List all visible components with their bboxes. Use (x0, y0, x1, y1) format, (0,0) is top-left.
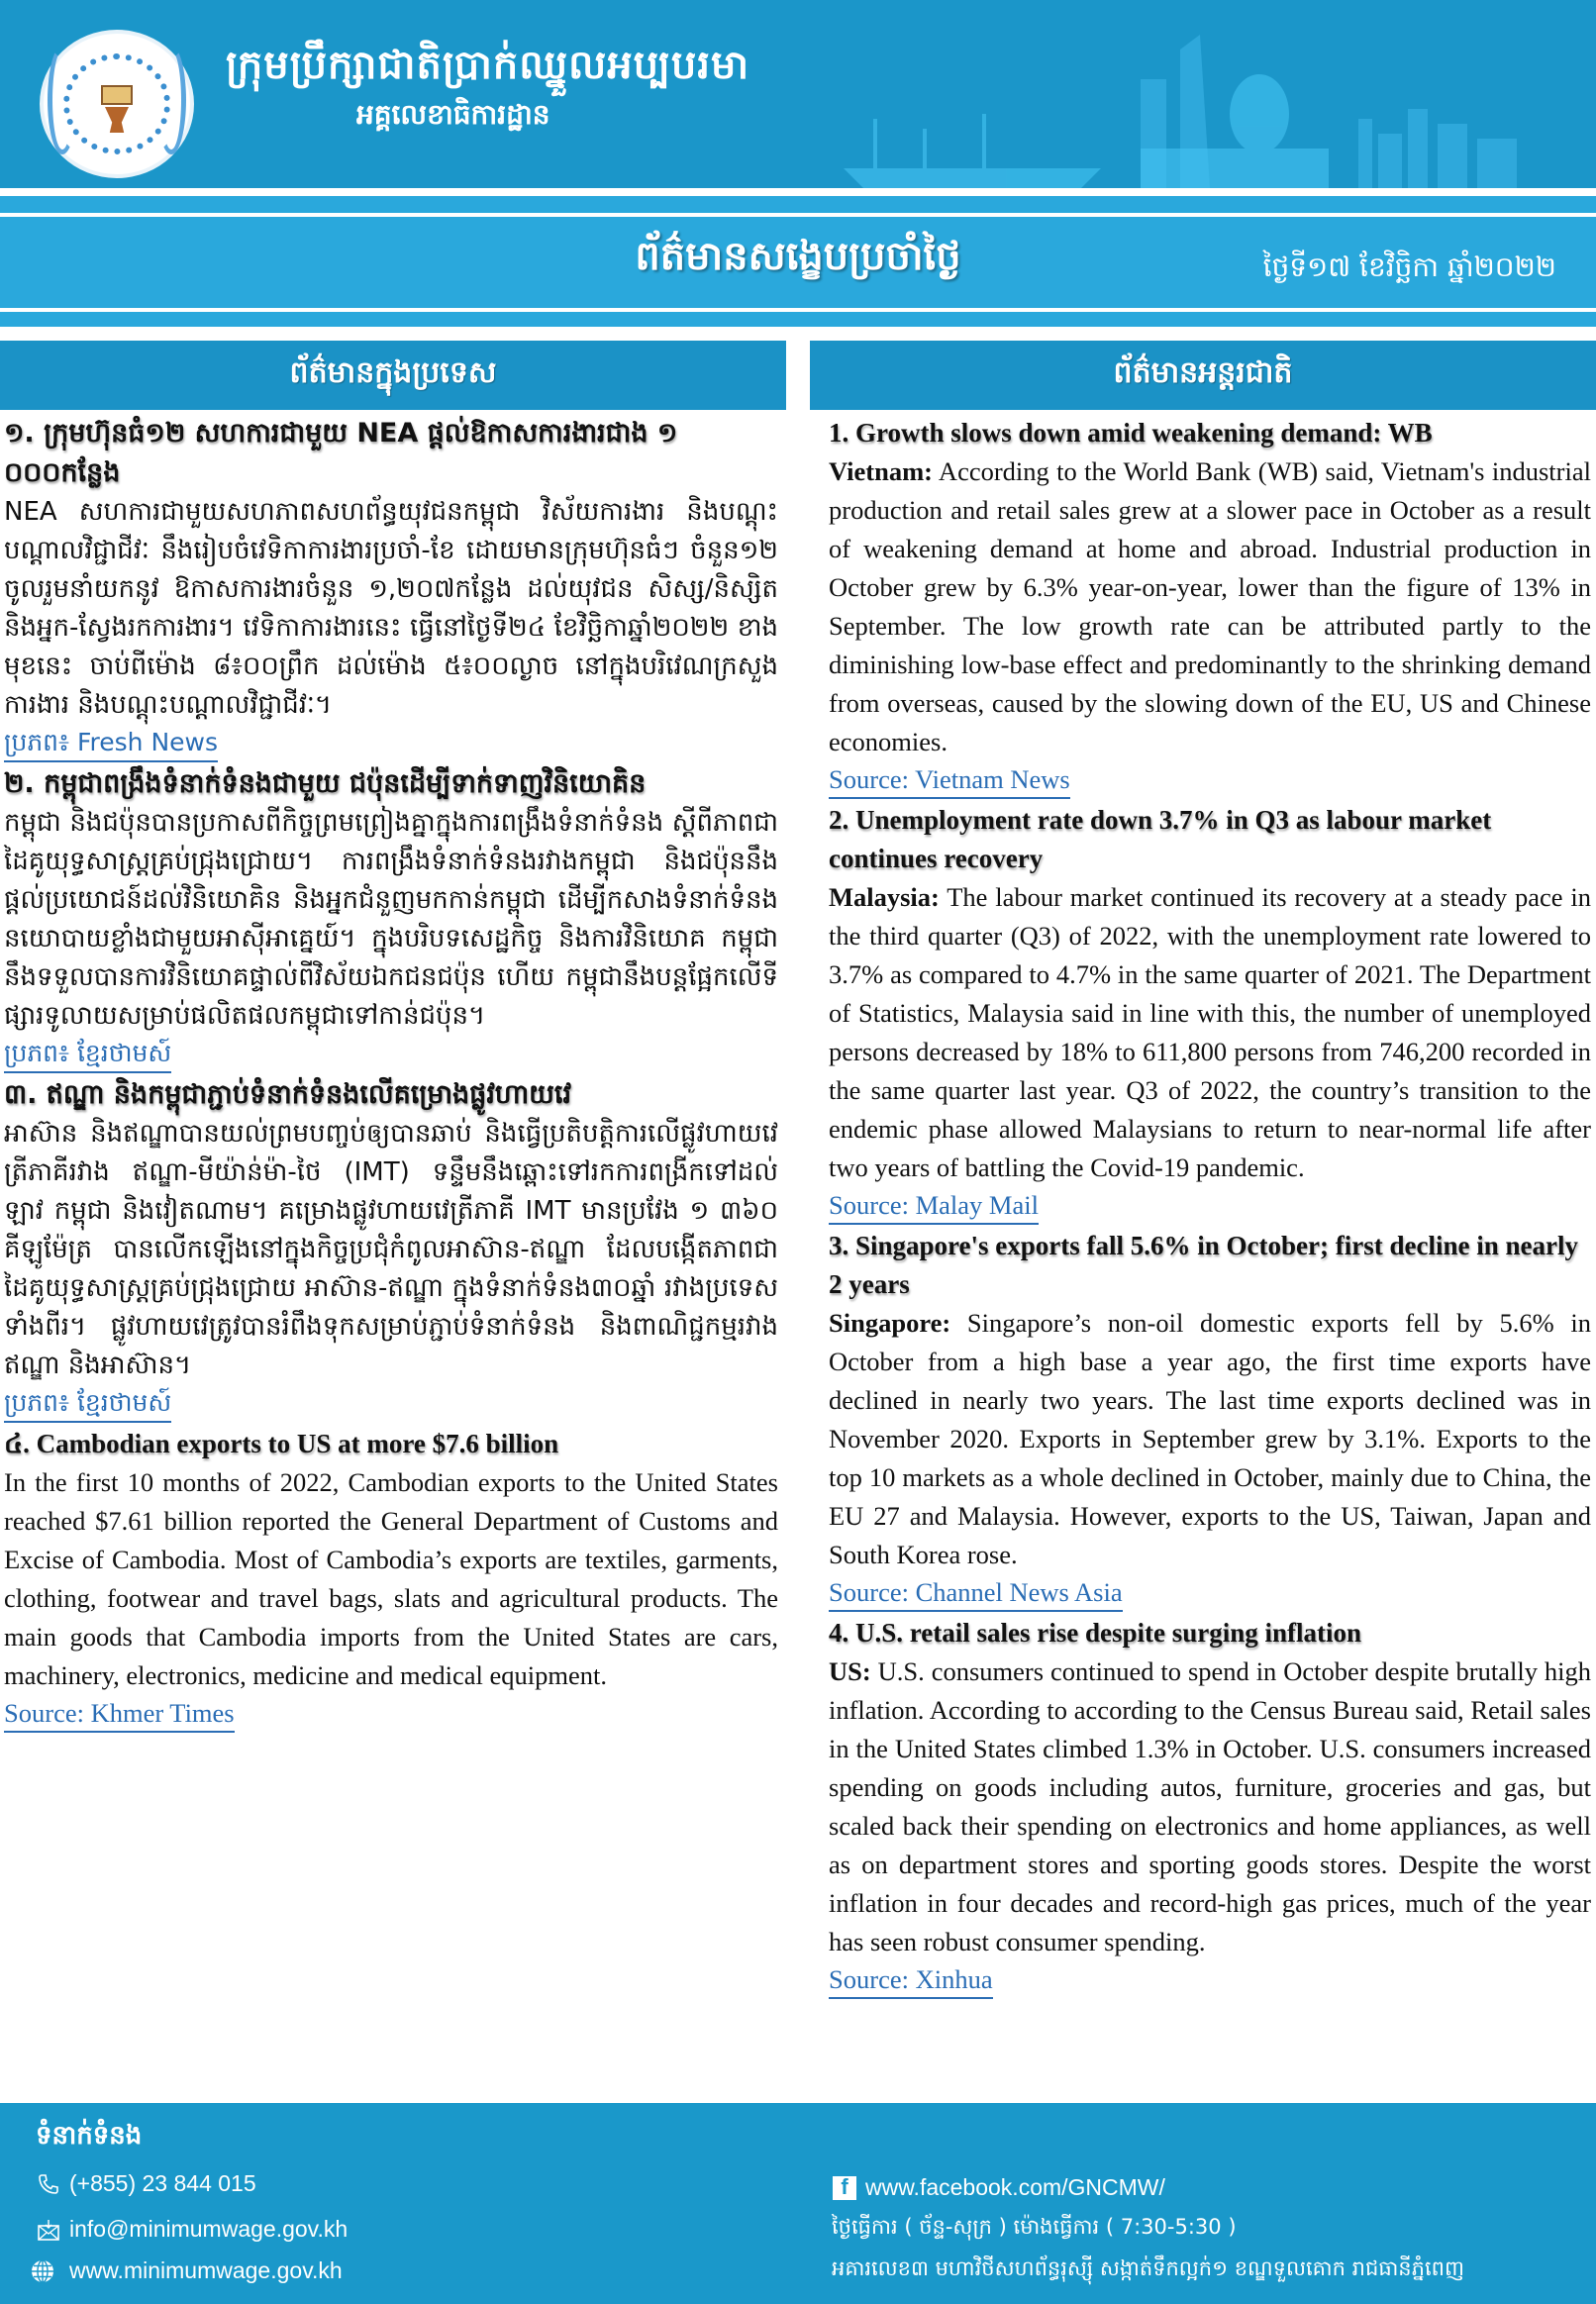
article-body (829, 878, 1591, 1187)
office-address: អគារលេខ៣ មហាវិថីសហព័ន្ធរុស្ស៊ី សង្កាត់ទឹកល្អក់១ ខណ្ឌទួលគោក រាជធានីភ្នំពេញ (832, 2256, 1464, 2280)
article-country: Singapore: (829, 1308, 951, 1338)
article-text: According to the World Bank (WB) said, Vietnam's industrial production and retail sales grew at a slower pace in October as a result of weakening demand at home and abroad. Industrial production in October grew by 6.3% year-on-year, lower than the figure of 13% in September. The low growth rate can be attributed partly to the diminishing low-base effect and predominantly to the shrinking demand from overseas, caused by the slowing down of the EU, US and Chinese economies. (829, 456, 1591, 756)
article-title: ៣. ឥណ្ឌា និងកម្ពុជាភ្ជាប់ទំនាក់ទំនងលើគម្រោងផ្លូវហាយវេ (4, 1079, 572, 1110)
city-skyline-illustration (844, 20, 1537, 188)
title-band (0, 196, 1596, 327)
divider (0, 308, 1596, 312)
header-banner (0, 0, 1596, 188)
news-article (829, 801, 1591, 1227)
news-article (4, 414, 778, 764)
article-body: អាស៊ាន និងឥណ្ឌាបានយល់ព្រមបញ្ចប់ឲ្យបានឆាប់ និងធ្វើប្រតិបត្តិការលើផ្លូវហាយវេត្រីភាគីរវាង ឥណ្ឌា-មីយ៉ាន់ម៉ា-ថៃ (IMT) ទន្ទឹមនឹងឆ្ពោះទៅរកការពង្រីកទៅដល់ ឡាវ កម្ពុជា និងវៀតណាម។ គម្រោងផ្លូវហាយវេត្រីភាគី IMT មានប្រវែង ១ ៣៦០ គីឡូម៉ែត្រ បានលើកឡើងនៅក្នុងកិច្ចប្រជុំកំពូលអាស៊ាន-ឥណ្ឌា ដែលបង្កើតភាពជាដៃគូយុទ្ធសាស្ត្រគ្រប់ជ្រុងជ្រោយ អាស៊ាន-ឥណ្ឌា ក្នុងទំនាក់ទំនង៣០ឆ្នាំ រវាងប្រទេសទាំងពីរ។ ផ្លូវហាយវេត្រូវបានរំពឹងទុកសម្រាប់ភ្ជាប់ទំនាក់ទំនង និងពាណិជ្ជកម្មរវាងឥណ្ឌា និងអាស៊ាន។ (4, 1119, 778, 1380)
document-title: ព័ត៌មានសង្ខេបប្រចាំថ្ងៃ (635, 234, 961, 279)
article-body: កម្ពុជា និងជប៉ុនបានប្រកាសពីកិច្ចព្រមព្រៀងគ្នាក្នុងការពង្រឹងទំនាក់ទំនង ស្តីពីភាពជាដៃគូយុទ្ធសាស្ត្រគ្រប់ជ្រុងជ្រោយ។ ការពង្រឹងទំនាក់ទំនងរវាងកម្ពុជា និងជប៉ុននឹងផ្តល់ប្រយោជន៍ដល់វិនិយោគិន និងអ្នកជំនួញមកកាន់កម្ពុជា ដើម្បីកសាងទំនាក់ទំនងនយោបាយខ្លាំងជាមួយអាស៊ីអាគ្នេយ៍។ ក្នុងបរិបទសេដ្ឋកិច្ច និងការវិនិយោគ កម្ពុជានឹងទទួលបានការវិនិយោគផ្ទាល់ពីវិស័យឯកជនជប៉ុន ហើយ កម្ពុជានឹងបន្តផ្អែកលើទីផ្សារទូលាយសម្រាប់ផលិតផលកម្ពុជាទៅកាន់ជប៉ុន។ (4, 808, 778, 1031)
globe-icon (30, 2258, 55, 2284)
organization-logo (40, 30, 194, 178)
article-country: US: (829, 1656, 871, 1686)
article-body (829, 1304, 1591, 1574)
article-title: ២. កម្ពុជាពង្រឹងទំនាក់ទំនងជាមួយ ជប៉ុនដើម្បីទាក់ទាញវិនិយោគិន (4, 768, 647, 799)
contact-phone[interactable] (36, 2170, 256, 2197)
article-body: In the first 10 months of 2022, Cambodian exports to the United States reached $7.61 billion reported the General Department of Customs and Excise of Cambodia. Most of Cambodia’s exports are textiles, garments, clothing, footwear and travel bags, slats and agricultural products. The main goods that Cambodia imports from the United States are cars, machinery, electronics, medicine and medical equipment. (4, 1467, 778, 1690)
news-article (829, 1614, 1591, 2001)
news-article (829, 414, 1591, 801)
article-title: 4. U.S. retail sales rise despite surging inflation (829, 1618, 1362, 1648)
phone-number: (+855) 23 844 015 (69, 2170, 256, 2196)
article-title: ៤. Cambodian exports to US at more $7.6 billion (4, 1429, 559, 1458)
contact-email[interactable] (36, 2216, 348, 2243)
news-article (4, 764, 778, 1075)
contact-website[interactable] (30, 2257, 343, 2284)
news-article (829, 1227, 1591, 1614)
article-title: 1. Growth slows down amid weakening demand: WB (829, 418, 1433, 448)
article-source-link[interactable]: Source: Channel News Asia (829, 1574, 1123, 1612)
news-article (4, 1075, 778, 1425)
article-text: Singapore’s non-oil domestic exports fell by 5.6% in October from a high base a year ago, the first time exports have declined in nearly two years. The last time exports declined was in November 2020. Exports in September grew by 3.1%. Exports to the top 10 markets as a whole declined in October, mainly due to China, the EU 27 and Malaysia. However, exports to the US, Taiwan, Japan and South Korea rose. (829, 1308, 1591, 1569)
international-news-column (829, 414, 1591, 2001)
article-body: NEA សហការជាមួយសហភាពសហព័ន្ធយុវជនកម្ពុជា វិស័យការងារ និងបណ្តុះបណ្តាលវិជ្ជាជីវៈ នឹងរៀបចំវេទិកាការងារប្រចាំ-ខែ ដោយមានក្រុមហ៊ុនធំៗ ចំនួន១២ ចូលរួមនាំយកនូវ ឱកាសការងារចំនួន ១,២០៧កន្លែង ដល់យុវជន សិស្ស/និស្សិត និងអ្នក-ស្វែងរកការងារ។ វេទិកាការងារនេះ ធ្វើនៅថ្ងៃទី២៤ ខែវិច្ឆិកាឆ្នាំ២០២២ ខាងមុខនេះ ចាប់ពីម៉ោង ៨៖០០ព្រឹក ដល់ម៉ោង ៥៖០០ល្ងាច នៅក្នុងបរិវេណក្រសួងការងារ និងបណ្តុះបណ្តាលវិជ្ជាជីវៈ។ (4, 497, 778, 720)
article-source-link[interactable]: ប្រភព៖ ខ្មែរថាមស៍ (4, 1385, 171, 1423)
mail-icon (36, 2217, 61, 2243)
divider (0, 188, 1596, 193)
footer (0, 2103, 1596, 2304)
article-title: 2. Unemployment rate down 3.7% in Q3 as labour market continues recovery (829, 805, 1492, 873)
article-body (829, 1653, 1591, 1961)
article-source-link[interactable]: Source: Khmer Times (4, 1695, 235, 1733)
article-title: ១. ក្រុមហ៊ុនធំ១២ សហការជាមួយ NEA ផ្តល់ឱកាសការងារជាង ១ ០០០កន្លែង (4, 418, 678, 488)
document-date: ថ្ងៃទី១៧ ខែវិច្ឆិកា ឆ្នាំ២០២២ (1262, 250, 1556, 283)
website-url: www.minimumwage.gov.kh (69, 2257, 343, 2283)
contact-facebook[interactable] (832, 2174, 1165, 2201)
article-title: 3. Singapore's exports fall 5.6% in October; first decline in nearly 2 years (829, 1231, 1578, 1299)
organization-subtitle: អគ្គលេខាធិការដ្ឋាន (356, 98, 550, 131)
book-icon (101, 85, 133, 105)
article-country: Malaysia: (829, 882, 940, 912)
facebook-icon: f (832, 2175, 857, 2201)
article-source-link[interactable]: Source: Vietnam News (829, 761, 1070, 799)
article-text: The labour market continued its recovery at a steady pace in the third quarter (Q3) of 2022, with the unemployment rate lowered to 3.7% as compared to 4.7% in the same quarter of 2021. The Department of Statistics, Malaysia said in line with this, the number of unemployed persons decreased by 18% to 611,800 persons from 746,200 recorded in the same quarter last year. Q3 of 2022, the country’s transition to the endemic phase allowed Malaysians to return to near-normal life after two years of battling the Covid-19 pandemic. (829, 882, 1591, 1182)
domestic-news-column (4, 414, 778, 1735)
divider (0, 213, 1596, 217)
article-body (829, 452, 1591, 761)
facebook-url: www.facebook.com/GNCMW/ (865, 2174, 1165, 2200)
article-country: Vietnam: (829, 456, 933, 486)
email-address: info@minimumwage.gov.kh (69, 2216, 349, 2242)
news-article (4, 1425, 778, 1735)
article-source-link[interactable]: Source: Malay Mail (829, 1187, 1039, 1225)
article-source-link[interactable]: ប្រភព៖ ខ្មែរថាមស៍ (4, 1036, 171, 1073)
domestic-news-heading: ព័ត៌មានក្នុងប្រទេស (0, 341, 786, 410)
international-news-heading: ព័ត៌មានអន្តរជាតិ (810, 341, 1596, 410)
article-source-link[interactable]: ប្រភព៖ Fresh News (4, 725, 218, 762)
article-source-link[interactable]: Source: Xinhua (829, 1961, 993, 1999)
phone-icon (36, 2171, 61, 2197)
organization-name: ក្រុមប្រឹក្សាជាតិប្រាក់ឈ្នួលអប្បបរមា (226, 43, 750, 88)
article-text: U.S. consumers continued to spend in October despite brutally high inflation. According to according to the Census Bureau said, Retail sales in the United States climbed 1.3% in October. U.S. consumers increased spending on goods including autos, furniture, groceries and gas, but scaled back their spending on electronics and home appliances, as well as on department stores and sporting goods stores. Despite the worst inflation in four decades and record-high gas prices, much of the year has seen robust consumer spending. (829, 1656, 1591, 1956)
contact-heading: ទំនាក់ទំនង (36, 2121, 143, 2151)
office-hours: ថ្ងៃធ្វើការ ( ច័ន្ទ-សុក្រ ) ម៉ោងធ្វើការ ( 7:30-5:30 ) (832, 2215, 1237, 2239)
